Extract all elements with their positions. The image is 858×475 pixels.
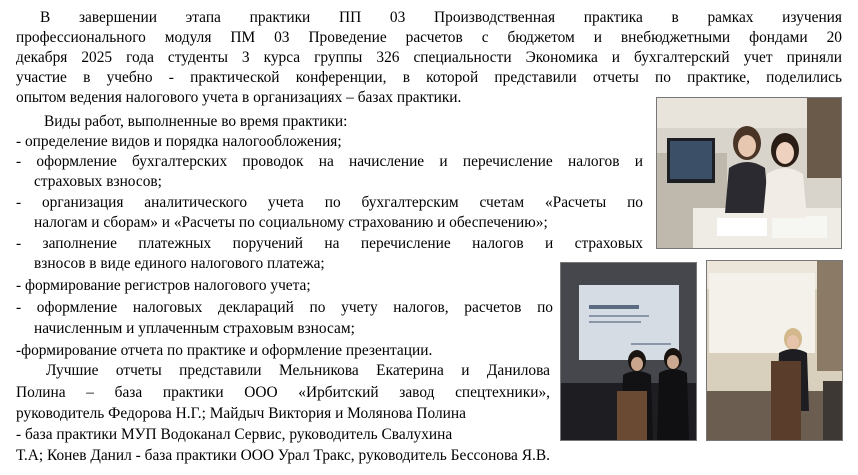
works-item-3: - организация аналитического учета по бухгалтерским счетам «Расчеты по [16, 194, 643, 211]
intro-line-1: В завершении этапа практики ПП 03 Производственная практика в рамках изучения [40, 9, 842, 26]
intro-line-4: участие в учебно - практической конференции, в которой представили отчеты по практике, поделились [16, 69, 842, 86]
intro-line-2: профессионального модуля ПМ 03 Проведение расчетов с бюджетом и внебюджетными фондами 20 [16, 29, 842, 46]
intro-line-3: декабря 2025 года студенты 3 курса группы 326 специальности Экономика и бухгалтерский учет приняли [16, 49, 842, 66]
works-item-5: - формирование регистров налогового учета; [16, 277, 311, 294]
works-item-6-cont: начисленным и уплаченным страховым взносам; [34, 320, 355, 337]
works-item-3-cont: налогам и сборам» и «Расчеты по социальному страхованию и обеспечению»; [34, 214, 548, 231]
works-heading: Виды работ, выполненные во время практики: [44, 113, 348, 130]
best-line-3: руководитель Федорова Н.Г.; Майдыч Виктория и Молянова Полина [16, 405, 466, 422]
works-item-1: - определение видов и порядка налогообложения; [16, 133, 342, 150]
works-item-2-cont: страховых взносов; [34, 173, 162, 190]
works-item-6: - оформление налоговых деклараций по учету налогов, расчетов по [16, 299, 553, 316]
best-line-1: Лучшие отчеты представили Мельникова Екатерина и Данилова [46, 362, 550, 379]
best-line-4: - база практики МУП Водоканал Сервис, руководитель Свалухина [16, 426, 453, 443]
best-line-5: Т.А; Конев Данил - база практики ООО Урал Тракс, руководитель Бессонова Я.В. [16, 447, 550, 464]
works-item-7: -формирование отчета по практике и оформление презентации. [16, 342, 433, 359]
presentation-photo-1 [560, 262, 697, 441]
works-item-4-cont: взносов в виде единого налогового платежа; [34, 255, 325, 272]
presentation-photo-2 [706, 260, 843, 441]
works-item-2: - оформление бухгалтерских проводок на начисление и перечисление налогов и [16, 153, 643, 170]
office-photo [656, 97, 842, 249]
works-item-4: - заполнение платежных поручений на перечисление налогов и страховых [16, 235, 643, 252]
intro-line-5: опытом ведения налогового учета в организациях – базах практики. [16, 89, 462, 106]
best-line-2: Полина – база практики ООО «Ирбитский завод спецтехники», [16, 384, 550, 401]
